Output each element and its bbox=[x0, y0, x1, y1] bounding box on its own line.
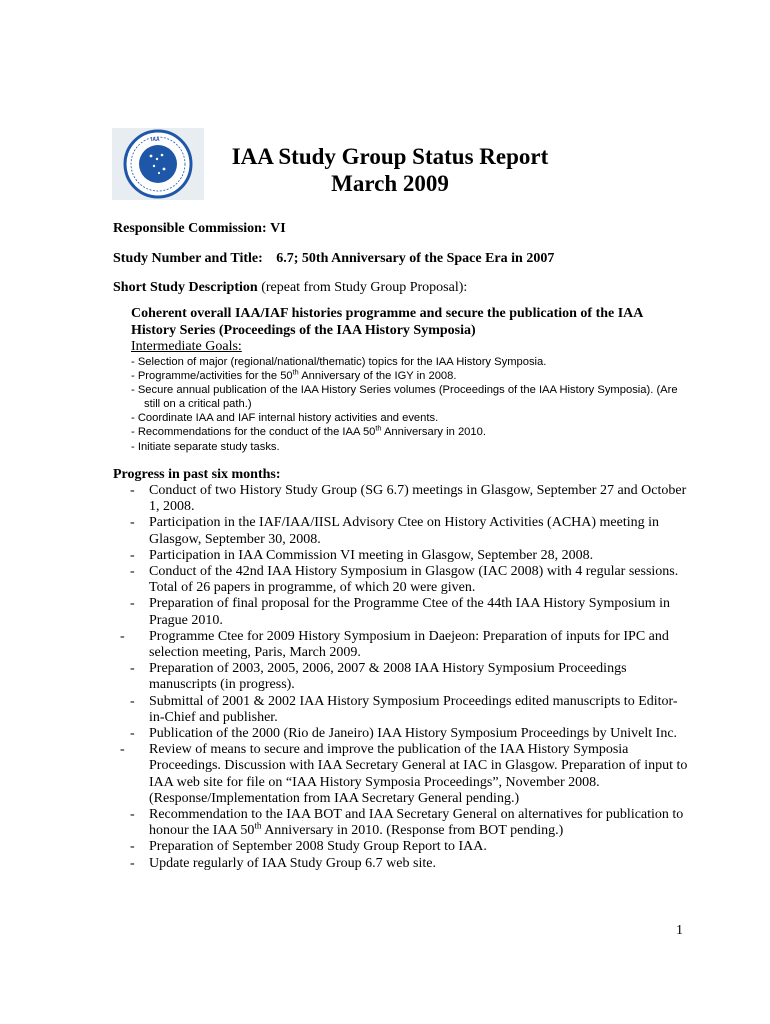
report-title bbox=[210, 143, 570, 197]
responsible-label: Responsible Commission: bbox=[113, 221, 267, 236]
study-value: 6.7; 50th Anniversary of the Space Era in 2007 bbox=[276, 251, 555, 266]
progress-item: - Participation in IAA Commission VI meeting in Glasgow, September 28, 2008. bbox=[130, 547, 594, 563]
svg-text:IAA: IAA bbox=[151, 137, 160, 143]
progress-item: - Publication of the 2000 (Rio de Janeiro) IAA History Symposium Proceedings by Univelt Inc. bbox=[130, 726, 678, 742]
short-description-heading bbox=[113, 279, 467, 296]
progress-item: - Programme Ctee for 2009 History Symposium in Daejeon: Preparation of inputs for IPC and selection meeting, Paris, March 2009. bbox=[120, 628, 669, 661]
responsible-value: VI bbox=[270, 221, 286, 236]
progress-item: - Preparation of 2003, 2005, 2006, 2007 & 2008 IAA History Symposium Proceedings manuscripts (in progress). bbox=[130, 661, 627, 693]
goal-item: - Initiate separate study tasks. bbox=[131, 440, 280, 453]
short-description-note: (repeat from Study Group Proposal): bbox=[261, 280, 468, 295]
intermediate-goals-title: Intermediate Goals: bbox=[131, 339, 242, 354]
progress-item: - Update regularly of IAA Study Group 6.7 web site. bbox=[130, 855, 436, 871]
progress-item: - Participation in the IAF/IAA/IISL Advisory Ctee on History Activities (ACHA) meeting in Glasgow, September 30, 2008. bbox=[130, 515, 660, 547]
description-summary: Coherent overall IAA/IAF histories programme and secure the publication of the IAA History Series (Proceedings of the IAA History Symposia) bbox=[131, 306, 643, 338]
goal-item: - Coordinate IAA and IAF internal history activities and events. bbox=[131, 412, 439, 425]
goal-item: - Secure annual publication of the IAA History Series volumes (Proceedings of the IAA History Symposia). (Are still on a critical path.) bbox=[131, 384, 678, 411]
progress-item: - Submittal of 2001 & 2002 IAA History Symposium Proceedings edited manuscripts to Editor-in-Chief and publisher. bbox=[130, 693, 678, 725]
goal-item: - Selection of major (regional/national/thematic) topics for the IAA History Symposia. bbox=[131, 356, 547, 368]
iaa-logo bbox=[112, 128, 204, 200]
intermediate-goals-list bbox=[131, 355, 691, 454]
progress-item: - Conduct of the 42nd IAA History Symposium in Glasgow (IAC 2008) with 4 regular sessions. Total of 26 papers in programme, of which 20 were given. bbox=[130, 564, 679, 596]
responsible-commission bbox=[113, 220, 286, 237]
progress-heading: Progress in past six months: bbox=[113, 467, 281, 482]
progress-item: - Preparation of final proposal for the Programme Ctee of the 44th IAA History Symposium in Prague 2010. bbox=[130, 596, 671, 628]
title-line-2: March 2009 bbox=[331, 171, 449, 196]
progress-item: - Recommendation to the IAA BOT and IAA Secretary General on alternatives for publication to honour the IAA 50th Anniversary in 2010. (Response from BOT pending.) bbox=[130, 807, 684, 839]
progress-list bbox=[113, 483, 693, 872]
progress-item: - Preparation of September 2008 Study Group Report to IAA. bbox=[130, 839, 487, 855]
progress-item: - Conduct of two History Study Group (SG 6.7) meetings in Glasgow, September 27 and October 1, 2008. bbox=[130, 483, 687, 515]
title-line-1: IAA Study Group Status Report bbox=[231, 144, 549, 169]
study-label: Study Number and Title: bbox=[113, 251, 263, 266]
page-number: 1 bbox=[676, 923, 683, 938]
short-description-label: Short Study Description bbox=[113, 280, 258, 295]
goal-item: - Programme/activities for the 50th Anniversary of the IGY in 2008. bbox=[131, 367, 457, 383]
goal-item: - Recommendations for the conduct of the IAA 50th Anniversary in 2010. bbox=[131, 423, 486, 439]
study-number-title bbox=[113, 250, 554, 267]
short-description bbox=[131, 306, 691, 454]
progress-item: - Review of means to secure and improve the publication of the IAA History Symposia Proceedings. Discussion with IAA Secretary General at IAC in Glasgow. Preparation of input to IAA web site for file on “IAA History Symposia Proceedings”, November 2008. (Response/Implementation from IAA Secretary General pending.) bbox=[120, 742, 688, 806]
